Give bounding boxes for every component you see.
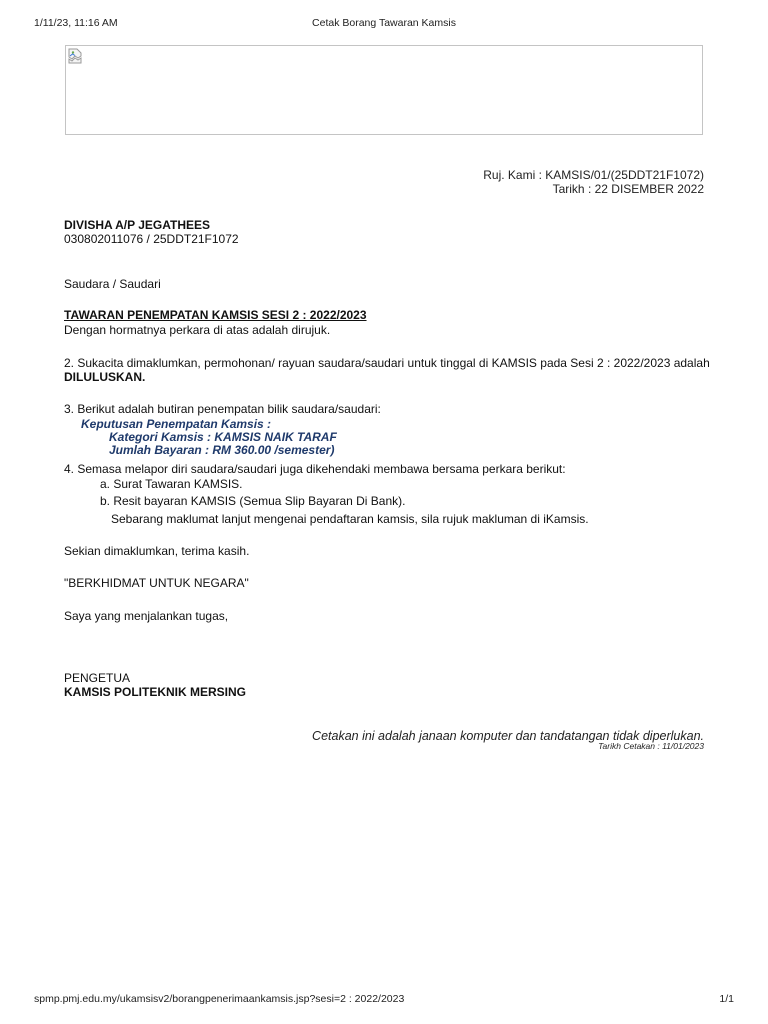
closing-line: Sekian dimaklumkan, terima kasih. [64, 544, 250, 558]
signatory-organization: KAMSIS POLITEKNIK MERSING [64, 685, 247, 699]
motto: "BERKHIDMAT UNTUK NEGARA" [64, 576, 249, 590]
signatory-role: PENGETUA [64, 671, 131, 685]
approval-status: DILULUSKAN. [64, 370, 146, 384]
print-date: Tarikh Cetakan : 11/01/2023 [598, 741, 704, 751]
recipient-ids: 030802011076 / 25DDT21F1072 [64, 232, 239, 246]
letterhead-banner-image [65, 45, 703, 135]
placement-category: Kategori Kamsis : KAMSIS NAIK TARAF [109, 430, 337, 444]
salutation: Saudara / Saudari [64, 277, 161, 291]
reference-number: Ruj. Kami : KAMSIS/01/(25DDT21F1072) [483, 168, 704, 182]
letter-subject: TAWARAN PENEMPATAN KAMSIS SESI 2 : 2022/2023 [64, 308, 367, 322]
paragraph-2-text: 2. Sukacita dimaklumkan, permohonan/ rayuan saudara/saudari untuk tinggal di KAMSIS pada Sesi 2 : 2022/2023 adalah [64, 356, 710, 370]
paragraph-3-text: 3. Berikut adalah butiran penempatan bilik saudara/saudari: [64, 402, 381, 416]
placement-payment: Jumlah Bayaran : RM 360.00 /semester) [109, 443, 335, 457]
broken-image-icon [68, 48, 82, 64]
paragraph-4-text: 4. Semasa melapor diri saudara/saudari juga dikehendaki membawa bersama perkara berikut: [64, 462, 566, 476]
requirement-item-a: a. Surat Tawaran KAMSIS. [100, 477, 243, 491]
requirement-item-b: b. Resit bayaran KAMSIS (Semua Slip Bayaran Di Bank). [100, 494, 406, 508]
print-header-title: Cetak Borang Tawaran Kamsis [312, 17, 456, 29]
print-footer-url: spmp.pmj.edu.my/ukamsisv2/borangpenerimaankamsis.jsp?sesi=2 : 2022/2023 [34, 993, 405, 1005]
letter-date: Tarikh : 22 DISEMBER 2022 [552, 182, 704, 196]
print-footer-page: 1/1 [719, 993, 734, 1005]
recipient-name: DIVISHA A/P JEGATHEES [64, 218, 211, 232]
print-header-datetime: 1/11/23, 11:16 AM [34, 17, 118, 29]
signoff: Saya yang menjalankan tugas, [64, 609, 229, 623]
further-info-note: Sebarang maklumat lanjut mengenai pendaftaran kamsis, sila rujuk makluman di iKamsis. [111, 512, 589, 526]
letter-intro: Dengan hormatnya perkara di atas adalah dirujuk. [64, 323, 331, 337]
computer-generated-note: Cetakan ini adalah janaan komputer dan tandatangan tidak diperlukan. [312, 729, 704, 743]
placement-decision-title: Keputusan Penempatan Kamsis : [81, 417, 272, 431]
